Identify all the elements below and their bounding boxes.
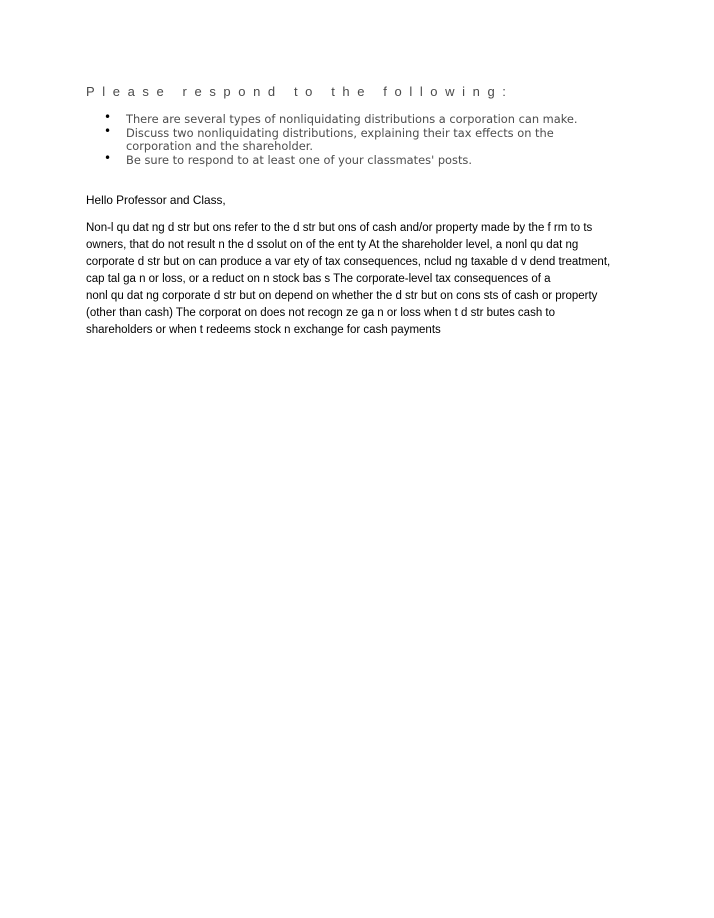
bullet-icon: •: [104, 123, 112, 138]
prompt-list: [104, 110, 584, 167]
prompt-heading: Please respond to the following:: [86, 84, 514, 99]
prompt-item-text: Be sure to respond to at least one of your classmates' posts.: [126, 152, 472, 167]
bullet-icon: •: [104, 110, 112, 124]
paragraph-line: shareholders or when t redeems stock n exchange for cash payments: [86, 324, 441, 336]
paragraph-line: cap tal ga n or loss, or a reduct on n stock bas s The corporate-level tax consequences of a: [86, 273, 551, 285]
prompt-list-item: [104, 123, 584, 154]
paragraph-line: corporate d str but on can produce a var ety of tax consequences, nclud ng taxable d v dend treatment,: [86, 256, 611, 268]
response-paragraph: [86, 220, 646, 339]
paragraph-line: nonl qu dat ng corporate d str but on depend on whether the d str but on cons sts of cash or property: [86, 290, 598, 302]
prompt-item-text: There are several types of nonliquidating distributions a corporation can make.: [126, 112, 578, 126]
paragraph-line: owners, that do not result n the d ssolut on of the ent ty At the shareholder level, a nonl qu dat ng: [86, 239, 579, 251]
prompt-list-item: [104, 150, 584, 168]
paragraph-line: Non-l qu dat ng d str but ons refer to the d str but ons of cash and/or property made by the f rm to ts: [86, 222, 593, 234]
greeting: Hello Professor and Class,: [86, 193, 226, 207]
prompt-item-text: Discuss two nonliquidating distributions, explaining their tax effects on the corporation and the shareholder.: [126, 125, 554, 154]
bullet-icon: •: [104, 150, 112, 165]
paragraph-line: (other than cash) The corporat on does not recogn ze ga n or loss when t d str butes cash to: [86, 307, 556, 319]
prompt-list-item: [104, 110, 584, 127]
